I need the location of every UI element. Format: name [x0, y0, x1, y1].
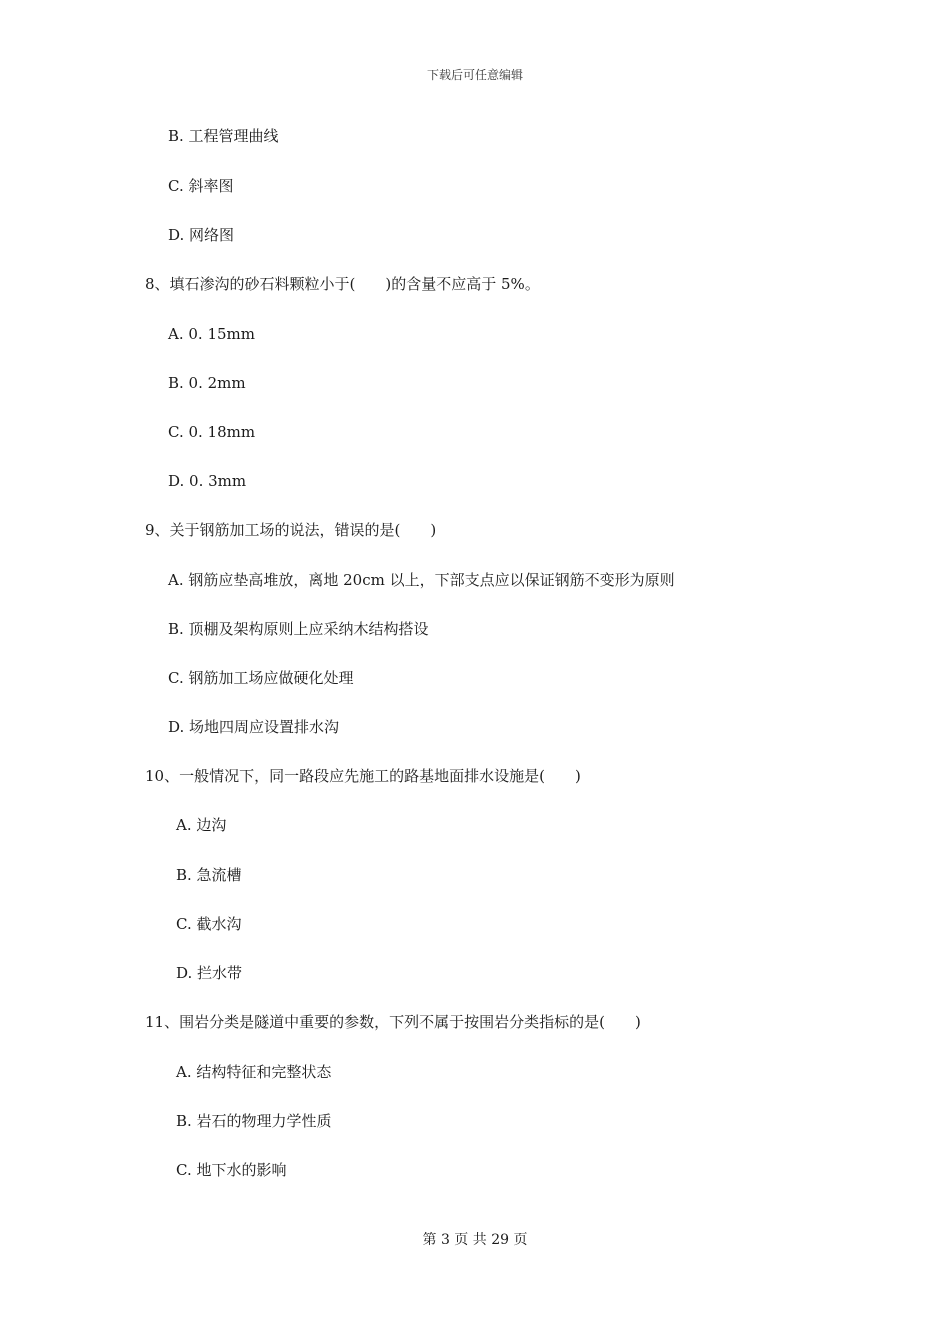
option-8c: C. 0. 18mm — [168, 423, 256, 441]
option-7b: B. 工程管理曲线 — [168, 127, 279, 145]
option-7c: C. 斜率图 — [168, 177, 234, 195]
option-10a: A. 边沟 — [176, 816, 227, 834]
option-11a: A. 结构特征和完整状态 — [176, 1063, 332, 1081]
option-8b: B. 0. 2mm — [168, 374, 246, 392]
option-8d: D. 0. 3mm — [168, 472, 247, 490]
option-10b: B. 急流槽 — [176, 866, 242, 884]
question-11: 11、围岩分类是隧道中重要的参数，下列不属于按围岩分类指标的是( ) — [145, 1013, 641, 1031]
option-9b: B. 顶棚及架构原则上应采纳木结构搭设 — [168, 620, 429, 638]
option-11c: C. 地下水的影响 — [176, 1161, 287, 1179]
option-10d: D. 拦水带 — [176, 964, 243, 982]
question-9: 9、关于钢筋加工场的说法，错误的是( ) — [145, 521, 437, 539]
option-7d: D. 网络图 — [168, 226, 235, 244]
question-10: 10、一般情况下，同一路段应先施工的路基地面排水设施是( ) — [145, 767, 581, 785]
page-header-note: 下载后可任意编辑 — [426, 68, 523, 82]
option-9d: D. 场地四周应设置排水沟 — [168, 718, 340, 736]
question-8: 8、填石渗沟的砂石料颗粒小于( )的含量不应高于 5%。 — [145, 275, 540, 293]
option-9a: A. 钢筋应垫高堆放，离地 20cm 以上，下部支点应以保证钢筋不变形为原则 — [168, 571, 675, 589]
option-10c: C. 截水沟 — [176, 915, 242, 933]
option-8a: A. 0. 15mm — [168, 325, 255, 343]
option-11b: B. 岩石的物理力学性质 — [176, 1112, 332, 1130]
page-number: 第 3 页 共 29 页 — [422, 1232, 528, 1248]
option-9c: C. 钢筋加工场应做硬化处理 — [168, 669, 354, 687]
